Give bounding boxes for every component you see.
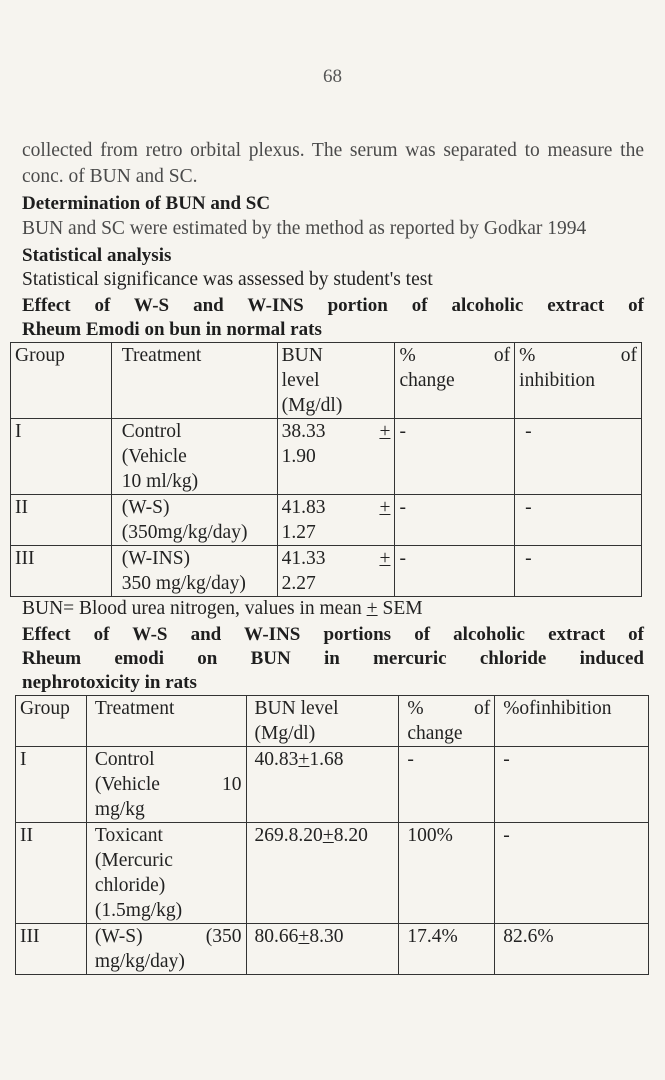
table-header-row (11, 343, 642, 419)
table-header-row: Group Treatment BUN level (Mg/dl) % of change %ofinhibition (16, 696, 649, 747)
table-row: III (W-INS) 350 mg/kg/day) 41.33 + 2.27 - - (11, 546, 642, 597)
header-treatment: Treatment (111, 343, 277, 419)
table-row: I Control (Vehicle 10 ml/kg) 38.33 + 1.90 - - (11, 419, 642, 495)
page-content (15, 138, 644, 975)
table2-title-line3: nephrotoxicity in rats (22, 672, 197, 693)
table-row: II Toxicant (Mercuric chloride) (1.5mg/kg) 269.8.20+8.20 100% - (16, 823, 649, 924)
intro-paragraph: collected from retro orbital plexus. The serum was separated to measure the conc. of BUN and SC. (22, 140, 644, 187)
table1-title: Effect of W-S and W-INS portion of alcoholic extract of (22, 295, 644, 316)
header-bun-level: BUN level (Mg/dl) (277, 343, 395, 419)
table-row: I Control (Vehicle 10 mg/kg 40.83+1.68 - - (16, 747, 649, 823)
table1-footnote: BUN= Blood urea nitrogen, values in mean + SEM (22, 598, 423, 619)
statistical-paragraph: Statistical significance was assessed by student's test (22, 269, 433, 290)
page-number: 68 (323, 66, 342, 87)
statistical-heading: Statistical analysis (22, 245, 172, 266)
header-group: Group (11, 343, 112, 419)
table2-title: Effect of W-S and W-INS portions of alcoholic extract of (22, 624, 644, 645)
header-percent-inhibition: % of inhibition (515, 343, 642, 419)
table-row: III (W-S) (350 mg/kg/day) 80.66+8.30 17.4% 82.6% (16, 924, 649, 975)
table-bun-mercuric-chloride (15, 695, 649, 975)
table-row: II (W-S) (350mg/kg/day) 41.83 + 1.27 - - (11, 495, 642, 546)
determination-paragraph: BUN and SC were estimated by the method as reported by Godkar 1994 (22, 218, 587, 239)
table2-title-line2: Rheum emodi on BUN in mercuric chloride induced (22, 648, 644, 669)
table-bun-normal-rats (10, 342, 642, 597)
table1-title-line2: Rheum Emodi on bun in normal rats (22, 319, 322, 340)
determination-heading: Determination of BUN and SC (22, 193, 271, 214)
header-percent-change: % of change (395, 343, 515, 419)
